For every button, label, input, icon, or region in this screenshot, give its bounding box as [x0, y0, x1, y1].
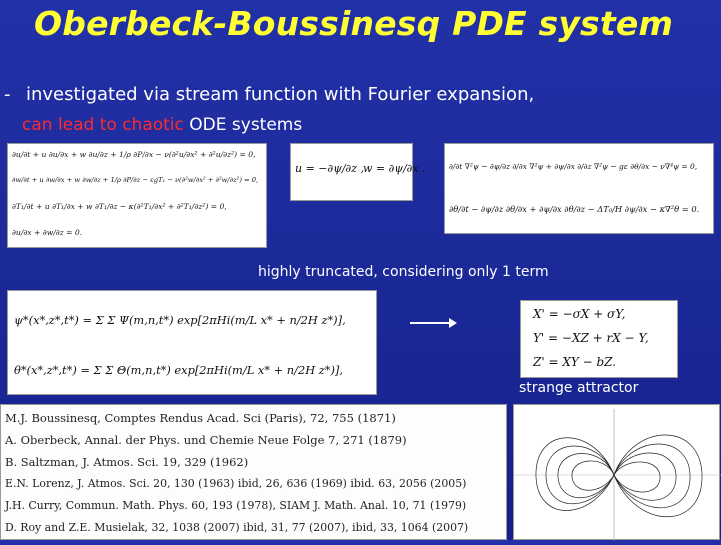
lorenz-panel — [520, 300, 678, 378]
bullet-dash: - — [4, 84, 11, 105]
pde-system-panel — [7, 143, 267, 248]
temperature-eq: ∂θ/∂t − ∂ψ/∂z ∂θ/∂x + ∂ψ/∂x ∂θ/∂z − ΔT₀/H ∂ψ/∂x − κ∇²θ = 0. — [449, 204, 700, 214]
lorenz-x-eq: X' = −σX + σY, — [533, 307, 626, 321]
stream-u-eq: u = −∂ψ/∂z , — [295, 162, 365, 175]
reference-item: M.J. Boussinesq, Comptes Rendus Acad. Sci (Paris), 72, 755 (1871) — [5, 411, 396, 425]
text-line-1: investigated via stream function with Fourier expansion, — [26, 84, 535, 105]
text-line-2 — [22, 115, 302, 135]
reference-item: A. Oberbeck, Annal. der Phys. und Chemie Neue Folge 7, 271 (1879) — [5, 433, 407, 447]
arrow-icon — [410, 322, 455, 324]
reference-item: J.H. Curry, Commun. Math. Phys. 60, 193 (1978), SIAM J. Math. Anal. 10, 71 (1979) — [5, 499, 467, 512]
vorticity-panel — [444, 143, 714, 234]
pde-eq-2: ∂w/∂t + u ∂w/∂x + w ∂w/∂z + 1/ρ ∂P/∂z − εgT₁ − ν(∂²w/∂x² + ∂²w/∂z²) = 0, — [12, 176, 259, 184]
fourier-panel — [7, 290, 377, 395]
lorenz-z-eq: Z' = XY − bZ. — [533, 355, 617, 369]
vorticity-eq: ∂/∂t ∇²ψ − ∂ψ/∂z ∂/∂x ∇²ψ + ∂ψ/∂x ∂/∂z ∇²ψ − gε ∂θ/∂x − ν∇⁴ψ = 0, — [449, 162, 698, 171]
slide-title: Oberbeck-Boussinesq PDE system — [34, 4, 674, 43]
lorenz-y-eq: Y' = −XZ + rX − Y, — [533, 331, 649, 345]
reference-item: E.N. Lorenz, J. Atmos. Sci. 20, 130 (1963) ibid, 26, 636 (1969) ibid. 63, 2056 (2005) — [5, 477, 467, 490]
lorenz-attractor-drawing — [514, 405, 721, 541]
red-phrase: can lead to chaotic — [22, 115, 184, 135]
references-panel — [0, 404, 507, 540]
fourier-theta-eq: θ*(x*,z*,t*) = Σ Σ Θ(m,n,t*) exp[2πHi(m/L x* + n/2H z*)], — [14, 363, 343, 377]
fourier-psi-eq: ψ*(x*,z*,t*) = Σ Σ Ψ(m,n,t*) exp[2πHi(m/L x* + n/2H z*)], — [14, 313, 346, 327]
reference-item: B. Saltzman, J. Atmos. Sci. 19, 329 (1962) — [5, 455, 249, 469]
truncation-note: highly truncated, considering only 1 term — [258, 264, 549, 280]
stream-function-panel — [290, 143, 426, 201]
white-phrase: ODE systems — [183, 115, 303, 135]
attractor-image-panel — [513, 404, 720, 540]
stream-w-eq: w = ∂ψ/∂x . — [363, 162, 426, 175]
pde-eq-1: ∂u/∂t + u ∂u/∂x + w ∂u/∂z + 1/ρ ∂P/∂x − ν(∂²u/∂x² + ∂²u/∂z²) = 0, — [12, 150, 256, 159]
strange-attractor-label: strange attractor — [519, 380, 639, 396]
pde-eq-4: ∂u/∂x + ∂w/∂z = 0. — [12, 228, 83, 237]
pde-eq-3: ∂T₁/∂t + u ∂T₁/∂x + w ∂T₁/∂z − κ(∂²T₁/∂x² + ∂²T₁/∂z²) = 0, — [12, 202, 227, 211]
reference-item: D. Roy and Z.E. Musielak, 32, 1038 (2007) ibid, 31, 77 (2007), ibid, 33, 1064 (2007) — [5, 521, 469, 534]
